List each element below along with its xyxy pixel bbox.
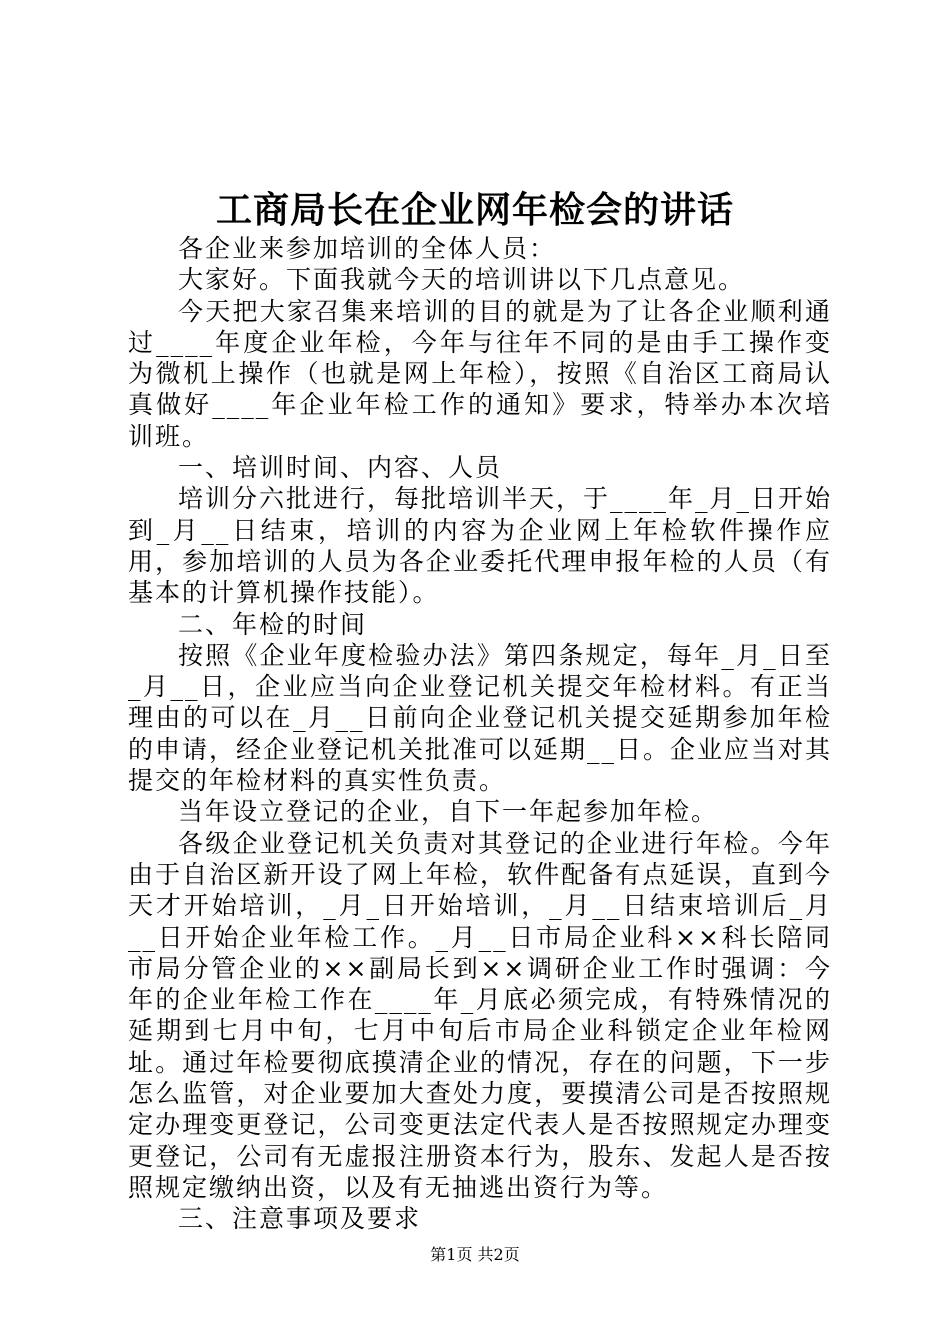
paragraph-opening: 大家好。下面我就今天的培训讲以下几点意见。 bbox=[178, 265, 746, 295]
paragraph-training-schedule: 培训分六批进行，每批培训半天，于____年_月_日开始到_月__日结束，培训的内容为企业网上年检软件操作应用，参加培训的人员为各企业委托代理申报年检的人员（有基本的计算机操作技能）。 bbox=[128, 484, 833, 608]
paragraph-purpose: 今天把大家召集来培训的目的就是为了让各企业顺利通过____年度企业年检，今年与往年不同的是由手工操作变为微机上操作（也就是网上年检），按照《自治区工商局认真做好____年企业年检工作的通知》要求，特举办本次培训班。 bbox=[128, 296, 832, 451]
page-footer: 第1页 共2页 bbox=[430, 1245, 520, 1264]
document-title: 工商局长在企业网年检会的讲话 bbox=[215, 189, 734, 231]
section-heading-3: 三、注意事项及要求 bbox=[178, 1204, 422, 1234]
paragraph-new-enterprises: 当年设立登记的企业，自下一年起参加年检。 bbox=[178, 797, 719, 827]
paragraph-inspection-rules: 按照《企业年度检验办法》第四条规定，每年_月_日至_月__日，企业应当向企业登记机关提交年检材料。有正当理由的可以在_月__日前向企业登记机关提交延期参加年检的申请，经企业登记机关批准可以延期__日。企业应当对其提交的年检材料的真实性负责。 bbox=[128, 640, 833, 796]
document-body bbox=[128, 233, 832, 1235]
paragraph-greeting: 各企业来参加培训的全体人员： bbox=[178, 234, 557, 263]
section-heading-2: 二、年检的时间 bbox=[178, 609, 368, 639]
paragraph-inspection-work: 各级企业登记机关负责对其登记的企业进行年检。今年由于自治区新开设了网上年检，软件配备有点延误，直到今天才开始培训，_月_日开始培训，_月__日结束培训后_月__日开始企业年检工作。_月__日市局企业科××科长陪同市局分管企业的××副局长到××调研企业工作时强调：今年的企业年检工作在____年_月底必须完成，有特殊情况的延期到七月中旬，七月中旬后市局企业科锁定企业年检网址。通过年检要彻底摸清企业的情况，存在的问题，下一步怎么监管，对企业要加大查处力度，要摸清公司是否按照规定办理变更登记，公司变更法定代表人是否按照规定办理变更登记，公司有无虚报注册资本行为，股东、发起人是否按照规定缴纳出资，以及有无抽逃出资行为等。 bbox=[128, 828, 832, 1202]
section-heading-1: 一、培训时间、内容、人员 bbox=[178, 453, 503, 483]
